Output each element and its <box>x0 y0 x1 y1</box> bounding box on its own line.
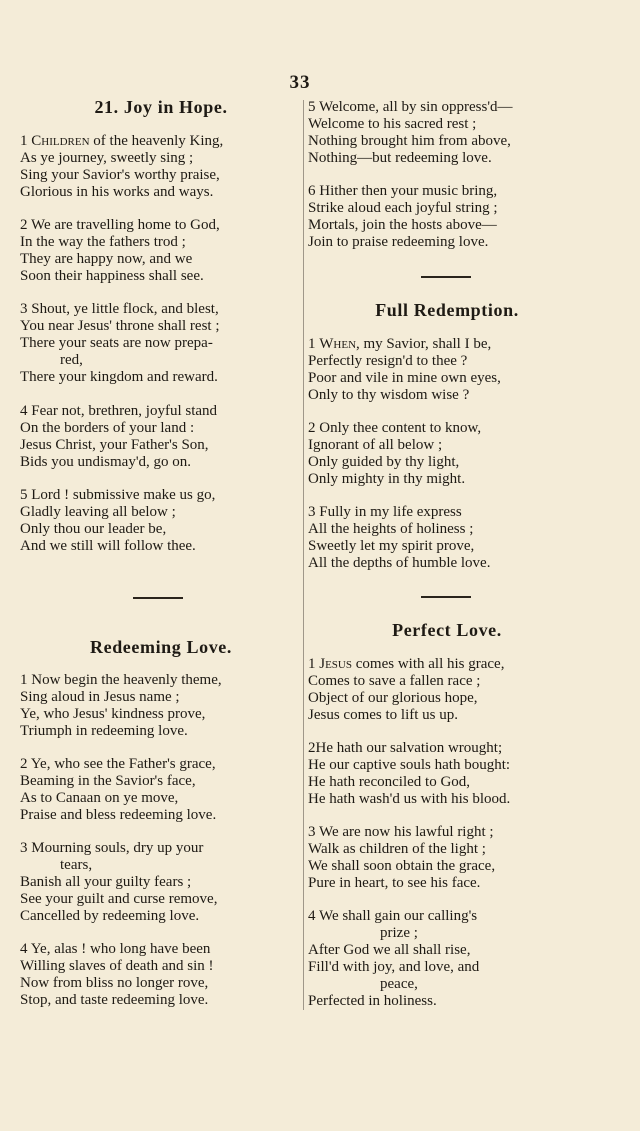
stanza-number: 1 <box>20 133 28 149</box>
stanza-line: Strike aloud each joyful string ; <box>308 200 498 216</box>
stanza-line: 4 We shall gain our calling's <box>308 908 478 924</box>
stanza-line: All the depths of humble love. <box>308 555 491 571</box>
stanza-line: Jesus Christ, your Father's Son, <box>20 437 209 453</box>
stanza-line: Triumph in redeeming love. <box>20 723 188 739</box>
stanza-line: There your kingdom and reward. <box>20 369 218 385</box>
stanza-line: 3 Mourning souls, dry up your <box>20 840 204 856</box>
stanza-line: Welcome to his sacred rest ; <box>308 116 477 132</box>
stanza-line: Join to praise redeeming love. <box>308 234 489 250</box>
stanza-line: 3 Fully in my life express <box>308 504 462 520</box>
stanza-line: Only mighty in thy might. <box>308 471 466 487</box>
stanza-line: Perfectly resign'd to thee ? <box>308 353 468 369</box>
stanza-2 <box>20 217 302 285</box>
page-number: 33 <box>289 72 311 93</box>
stanza-1 <box>20 672 302 740</box>
stanza-6 <box>308 183 586 251</box>
stanza-line: Soon their happiness shall see. <box>20 268 204 284</box>
stanza-line: Jesus comes to lift us up. <box>308 707 458 723</box>
stanza-number: 3 <box>20 840 28 856</box>
stanza-4 <box>20 403 302 471</box>
stanza-line: Praise and bless redeeming love. <box>20 807 217 823</box>
stanza-line: Perfected in holiness. <box>308 993 437 1009</box>
stanza-number: 3 <box>20 301 28 317</box>
stanza-line: Walk as children of the light ; <box>308 841 486 857</box>
stanza-number: 3 <box>308 824 316 840</box>
stanza-1 <box>20 133 302 201</box>
stanza-line: Comes to save a fallen race ; <box>308 673 481 689</box>
stanza-number: 5 <box>308 99 316 115</box>
stanza-number: 4 <box>20 403 28 419</box>
stanza-number: 5 <box>20 487 28 503</box>
stanza-line: Cancelled by redeeming love. <box>20 908 200 924</box>
stanza-number: 2 <box>308 420 316 436</box>
stanza-3 <box>20 301 302 386</box>
stanza-1 <box>308 336 586 404</box>
stanza-line: As to Canaan on ye move, <box>20 790 179 806</box>
stanza-line: You near Jesus' throne shall rest ; <box>20 318 220 334</box>
stanza-line: In the way the fathers trod ; <box>20 234 186 250</box>
stanza-1 <box>308 656 586 724</box>
stanza-line: Ye, who Jesus' kindness prove, <box>20 706 206 722</box>
stanza-5 <box>20 487 302 555</box>
stanza-2 <box>308 420 586 488</box>
stanza-line: After God we all shall rise, <box>308 942 471 958</box>
stanza-3 <box>20 840 302 925</box>
stanza-number: 6 <box>308 183 316 199</box>
stanza-line: Glorious in his works and ways. <box>20 184 214 200</box>
stanza-line: Only to thy wisdom wise ? <box>308 387 470 403</box>
stanza-line: There your seats are now prepa- <box>20 335 213 351</box>
stanza-line: 1 Now begin the heavenly theme, <box>20 672 222 688</box>
stanza-line: Banish all your guilty fears ; <box>20 874 192 890</box>
stanza-line-continued: red, <box>60 352 83 368</box>
stanza-line: He hath reconciled to God, <box>308 774 471 790</box>
stanza-number: 2 <box>20 756 28 772</box>
stanza-first-word: When, <box>319 336 360 352</box>
stanza-line: 5 Welcome, all by sin oppress'd— <box>308 99 513 115</box>
stanza-line: Mortals, join the hosts above— <box>308 217 497 233</box>
stanza-line: Sing your Savior's worthy praise, <box>20 167 220 183</box>
stanza-number: 1 <box>20 672 28 688</box>
stanza-line: Stop, and taste redeeming love. <box>20 992 209 1008</box>
stanza-line: They are happy now, and we <box>20 251 193 267</box>
stanza-line: 4 Fear not, brethren, joyful stand <box>20 403 218 419</box>
stanza-line: Bids you undismay'd, go on. <box>20 454 192 470</box>
stanza-line: 1 When, my Savior, shall I be, <box>308 336 492 352</box>
stanza-line: 1 Children of the heavenly King, <box>20 133 224 149</box>
stanza-line-continued: prize ; <box>380 925 418 941</box>
stanza-line: 3 Shout, ye little flock, and blest, <box>20 301 219 317</box>
stanza-line: Nothing—but redeeming love. <box>308 150 492 166</box>
section-rule <box>133 597 183 599</box>
stanza-line-continued: tears, <box>60 857 93 873</box>
stanza-number: 3 <box>308 504 316 520</box>
stanza-line: As ye journey, sweetly sing ; <box>20 150 194 166</box>
stanza-line: Fill'd with joy, and love, and <box>308 959 480 975</box>
stanza-line: 3 We are now his lawful right ; <box>308 824 494 840</box>
hymn-title-redeeming-love: Redeeming Love. <box>90 637 232 657</box>
stanza-line: We shall soon obtain the grace, <box>308 858 496 874</box>
stanza-line: Only guided by thy light, <box>308 454 460 470</box>
stanza-4 <box>308 908 586 1010</box>
stanza-4 <box>20 941 302 1009</box>
stanza-first-word: Jesus <box>319 656 352 672</box>
stanza-number: 4 <box>308 908 316 924</box>
stanza-first-word: Children <box>31 133 90 149</box>
stanza-line: 2 Ye, who see the Father's grace, <box>20 756 216 772</box>
stanza-3 <box>308 824 586 892</box>
stanza-2 <box>20 756 302 824</box>
hymn-title-full-redemption: Full Redemption. <box>375 300 519 320</box>
stanza-line-continued: peace, <box>380 976 418 992</box>
stanza-line: On the borders of your land : <box>20 420 195 436</box>
section-rule <box>421 276 471 278</box>
stanza-line: Gladly leaving all below ; <box>20 504 176 520</box>
stanza-line: Beaming in the Savior's face, <box>20 773 196 789</box>
stanza-line: 6 Hither then your music bring, <box>308 183 498 199</box>
hymn-title-joy-in-hope: 21. Joy in Hope. <box>94 97 228 117</box>
stanza-line: And we still will follow thee. <box>20 538 196 554</box>
stanza-line: 1 Jesus comes with all his grace, <box>308 656 505 672</box>
stanza-line: Ignorant of all below ; <box>308 437 443 453</box>
stanza-line: 2 We are travelling home to God, <box>20 217 220 233</box>
stanza-line: 5 Lord ! submissive make us go, <box>20 487 216 503</box>
section-rule <box>421 596 471 598</box>
stanza-line: Only thou our leader be, <box>20 521 167 537</box>
stanza-line: Pure in heart, to see his face. <box>308 875 481 891</box>
stanza-5 <box>308 99 586 167</box>
stanza-line: See your guilt and curse remove, <box>20 891 218 907</box>
stanza-line: Sweetly let my spirit prove, <box>308 538 475 554</box>
column-divider <box>303 100 304 1010</box>
stanza-line: 4 Ye, alas ! who long have been <box>20 941 211 957</box>
stanza-line: Poor and vile in mine own eyes, <box>308 370 501 386</box>
stanza-number: 2 <box>308 740 316 756</box>
stanza-3 <box>308 504 586 572</box>
stanza-line: Sing aloud in Jesus name ; <box>20 689 180 705</box>
stanza-number: 1 <box>308 336 316 352</box>
stanza-line: Now from bliss no longer rove, <box>20 975 209 991</box>
stanza-line: 2He hath our salvation wrought; <box>308 740 503 756</box>
stanza-line: Willing slaves of death and sin ! <box>20 958 214 974</box>
stanza-line: 2 Only thee content to know, <box>308 420 482 436</box>
stanza-line: He hath wash'd us with his blood. <box>308 791 511 807</box>
stanza-line: He our captive souls hath bought: <box>308 757 511 773</box>
stanza-number: 2 <box>20 217 28 233</box>
stanza-number: 1 <box>308 656 316 672</box>
stanza-line: Object of our glorious hope, <box>308 690 478 706</box>
stanza-line: All the heights of holiness ; <box>308 521 474 537</box>
hymn-title-perfect-love: Perfect Love. <box>392 620 502 640</box>
stanza-number: 4 <box>20 941 28 957</box>
stanza-2 <box>308 740 586 808</box>
stanza-line: Nothing brought him from above, <box>308 133 511 149</box>
